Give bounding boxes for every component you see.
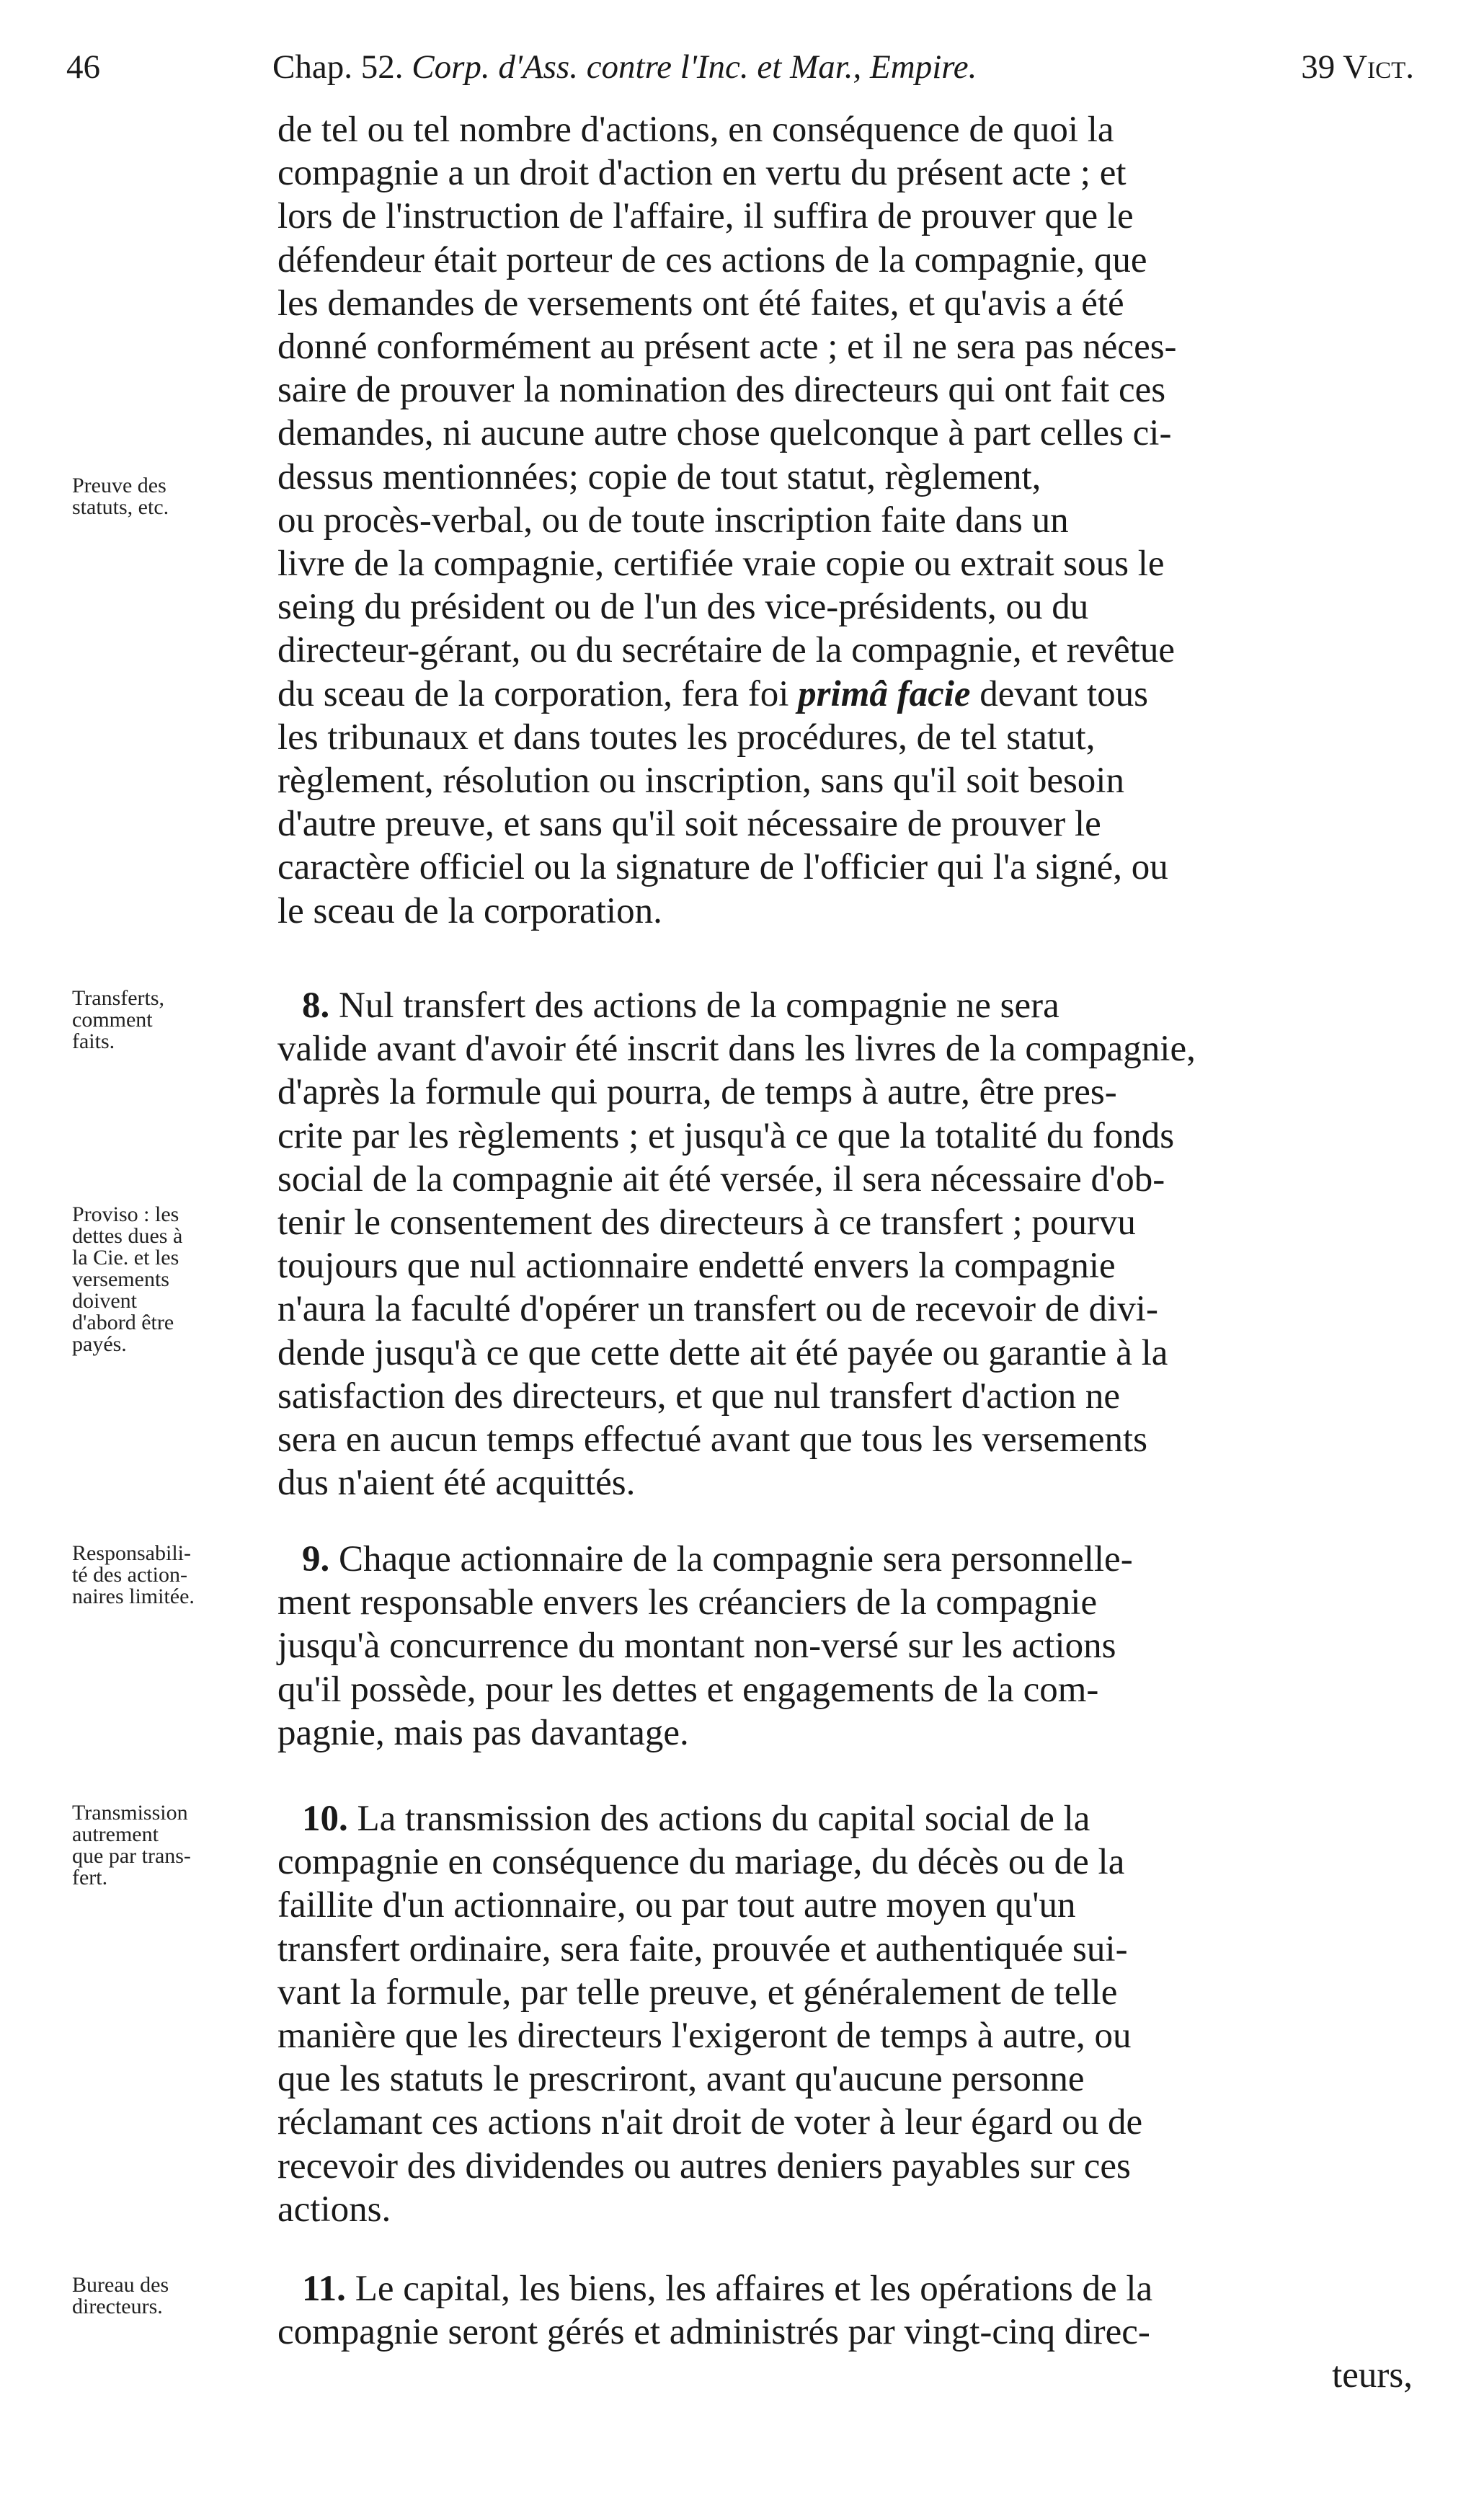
margin-note-line: té des action- [72,1563,187,1587]
text-line: ou procès-verbal, ou de toute inscription faite dans un [277,500,1069,541]
margin-note-line: naires limitée. [72,1585,195,1608]
margin-note-line: fert. [72,1866,108,1889]
section-number: 8. [302,985,330,1026]
text-line: compagnie en conséquence du mariage, du décès ou de la [277,1842,1125,1883]
text-line: les tribunaux et dans toutes les procédures, de tel statut, [277,717,1096,758]
margin-note-preuve [72,475,267,518]
margin-note-line: Bureau des [72,2273,169,2297]
section-10 [277,1797,1413,2231]
text-line: vant la formule, par telle preuve, et généralement de telle [277,1972,1118,2013]
section-number: 9. [302,1539,330,1579]
margin-note-line: directeurs. [72,2295,163,2318]
text-line: donné conformément au présent acte ; et il ne sera pas néces- [277,327,1177,368]
text-fragment: La transmission des actions du capital social de la [357,1799,1090,1839]
text-line: sera en aucun temps effectué avant que tous les versements [277,1419,1148,1461]
margin-note-transferts [72,988,267,1052]
text-fragment: Chaque actionnaire de la compagnie sera personnelle- [339,1539,1133,1579]
text-line: d'autre preuve, et sans qu'il soit nécessaire de prouver le [277,804,1101,845]
text-fragment: Nul transfert des actions de la compagnie ne sera [339,985,1059,1026]
text-line: le sceau de la corporation. [277,890,662,931]
margin-note-line: autrement [72,1822,159,1846]
text-line: toujours que nul actionnaire endetté envers la compagnie [277,1246,1116,1287]
text-line: règlement, résolution ou inscription, sans qu'il soit besoin [277,761,1124,802]
text-line: n'aura la faculté d'opérer un transfert ou de recevoir de divi- [277,1289,1158,1330]
text-line: crite par les règlements ; et jusqu'à ce que la totalité du fonds [277,1115,1175,1156]
text-line: teurs, [1332,2355,1413,2396]
text-line: satisfaction des directeurs, et que nul transfert d'action ne [277,1375,1121,1417]
margin-note-line: doivent [72,1289,137,1313]
text-line: de tel ou tel nombre d'actions, en conséquence de quoi la [277,110,1114,150]
margin-note-line: que par trans- [72,1844,191,1868]
text-line: seing du président ou de l'un des vice-présidents, ou du [277,587,1089,628]
text-line: caractère officiel ou la signature de l'officier qui l'a signé, ou [277,847,1168,888]
text-line: recevoir des dividendes ou autres deniers payables sur ces [277,2145,1131,2186]
text-line: compagnie seront gérés et administrés par vingt-cinq direc- [277,2312,1150,2353]
chapter-title [272,42,977,92]
text-line [277,2267,1413,2310]
text-line: qu'il possède, pour les dettes et engagements de la com- [277,1669,1099,1710]
text-line: réclamant ces actions n'ait droit de voter à leur égard ou de [277,2102,1143,2143]
margin-note-line: faits. [72,1029,115,1053]
text-line [277,1797,1413,1840]
text-fragment: Le capital, les biens, les affaires et les opérations de la [355,2269,1153,2309]
section-number: 11. [302,2269,346,2309]
section-9 [277,1538,1413,1755]
text-fragment: devant tous [979,673,1149,714]
section-8 [277,984,1413,1504]
margin-note-bureau [72,2274,267,2318]
text-line: tenir le consentement des directeurs à ce transfert ; pourvu [277,1202,1136,1244]
section-11 [277,2267,1413,2398]
margin-note-line: d'abord être [72,1311,174,1334]
text-line: actions. [277,2189,391,2230]
margin-note-line: Preuve des [72,474,166,497]
running-header [66,42,1414,92]
chapter-number: Chap. 52. [272,48,404,86]
latin-phrase: primâ facie [798,673,971,714]
page-number: 46 [66,48,100,86]
margin-note-line: versements [72,1267,169,1291]
text-line: social de la compagnie ait été versée, il sera nécessaire d'ob- [277,1158,1165,1200]
paragraph-intro [277,108,1413,933]
margin-note-proviso [72,1204,267,1355]
text-line: que les statuts le prescriront, avant qu'aucune personne [277,2059,1085,2100]
regnal-year: 39 Vict. [1301,48,1414,86]
text-line [277,673,1413,716]
text-line: ment responsable envers les créanciers de la compagnie [277,1582,1098,1623]
text-line: jusqu'à concurrence du montant non-versé sur les actions [277,1626,1116,1667]
text-line: lors de l'instruction de l'affaire, il suffira de prouver que le [277,196,1134,237]
section-number: 10. [302,1799,348,1839]
text-line: faillite d'un actionnaire, ou par tout autre moyen qu'un [277,1885,1076,1926]
margin-note-line: la Cie. et les [72,1246,179,1269]
text-line: manière que les directeurs l'exigeront de temps à autre, ou [277,2016,1132,2057]
margin-note-transmission [72,1802,267,1889]
margin-note-line: Transferts, [72,986,165,1010]
text-line: saire de prouver la nomination des directeurs qui ont fait ces [277,370,1166,411]
text-line: pagnie, mais pas davantage. [277,1712,689,1753]
text-line: demandes, ni aucune autre chose quelconque à part celles ci- [277,413,1172,454]
text-line: compagnie a un droit d'action en vertu du présent acte ; et [277,153,1127,194]
text-line: livre de la compagnie, certifiée vraie copie ou extrait sous le [277,544,1165,585]
text-line: transfert ordinaire, sera faite, prouvée et authentiquée sui- [277,1928,1128,1969]
text-line: dus n'aient été acquittés. [277,1463,636,1504]
text-line: défendeur était porteur de ces actions de la compagnie, que [277,239,1147,280]
margin-note-line: payés. [72,1332,127,1356]
text-line: dende jusqu'à ce que cette dette ait été payée ou garantie à la [277,1332,1168,1373]
text-line [277,984,1413,1027]
margin-note-line: Proviso : les [72,1202,179,1226]
margin-note-responsabilite [72,1543,267,1608]
text-line: les demandes de versements ont été faites, et qu'avis a été [277,283,1124,324]
margin-note-line: comment [72,1008,153,1032]
margin-note-line: Transmission [72,1801,188,1825]
text-line: valide avant d'avoir été inscrit dans les livres de la compagnie, [277,1029,1196,1070]
text-line [277,1538,1413,1581]
margin-note-line: Responsabili- [72,1541,191,1565]
act-title: Corp. d'Ass. contre l'Inc. et Mar., Empire. [412,48,977,86]
text-line: directeur-gérant, ou du secrétaire de la compagnie, et revêtue [277,630,1175,671]
margin-note-line: statuts, etc. [72,495,169,519]
text-fragment: du sceau de la corporation, fera foi [277,673,789,714]
text-line: d'après la formule qui pourra, de temps à autre, être pres- [277,1072,1117,1113]
margin-note-line: dettes dues à [72,1224,183,1248]
text-line: dessus mentionnées; copie de tout statut, règlement, [277,456,1041,497]
